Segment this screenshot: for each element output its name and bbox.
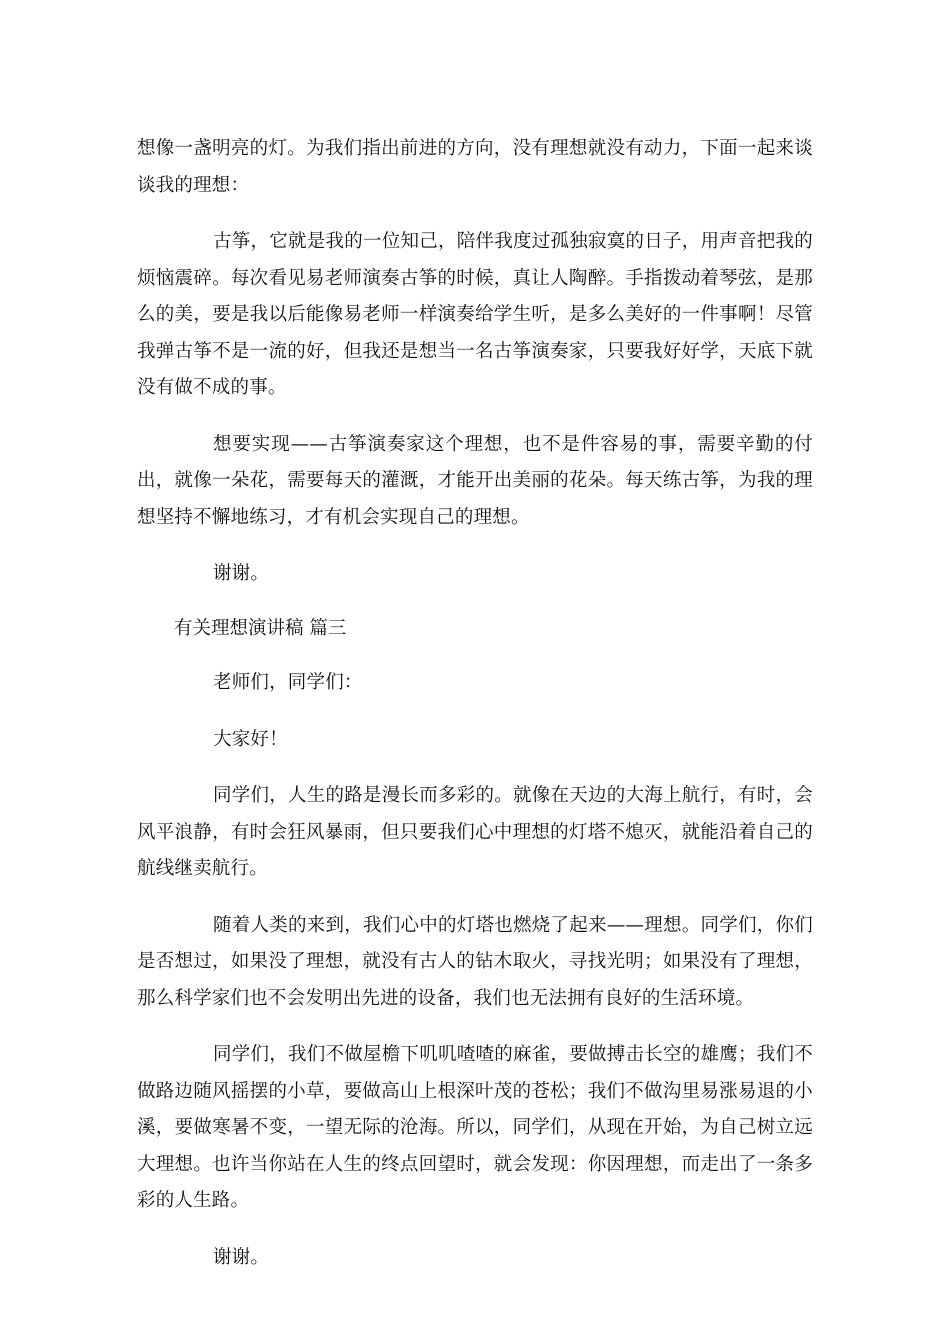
paragraph-thanks-1: 谢谢。: [213, 563, 270, 584]
paragraph-guzheng: 古筝，它就是我的一位知己，陪伴我度过孤独寂寞的日子，用声音把我的烦恼震碎。每次看见易老师演奏古筝的时候，真让人陶醉。手指拨动着琴弦，是那么的美，要是我以后能像易老师一样演奏给学生听，是多么美好的一件事啊！尽管我弹古筝不是一流的好，但我还是想当一名古筝演奏家，只要我好好学，天底下就没有做不成的事。: [137, 231, 813, 398]
paragraph-lighthouse: 随着人类的来到，我们心中的灯塔也燃烧了起来——理想。同学们，你们是否想过，如果没了理想，就没有古人的钻木取火，寻找光明；如果没有了理想，那么科学家们也不会发明出先进的设备，我们也无法拥有良好的生活环境。: [137, 914, 813, 1009]
section-heading: 有关理想演讲稿 篇三: [174, 617, 347, 639]
paragraph-eagle: 同学们，我们不做屋檐下叽叽喳喳的麻雀，要做搏击长空的雄鹰；我们不做路边随风摇摆的小草，要做高山上根深叶茂的苍松；我们不做沟里易涨易退的小溪，要做寒暑不变，一望无际的沧海。所以，同学们，从现在开始，为自己树立远大理想。也许当你站在人生的终点回望时，就会发现：你因理想，而走出了一条多彩的人生路。: [137, 1044, 813, 1211]
document-page: [137, 131, 813, 1276]
paragraph-greeting: 大家好！: [213, 728, 288, 750]
paragraph-realize: 想要实现——古筝演奏家这个理想，也不是件容易的事，需要辛勤的付出，就像一朵花，需要每天的灌溉，才能开出美丽的花朵。每天练古筝，为我的理想坚持不懈地练习，才有机会实现自己的理想。: [137, 433, 813, 528]
paragraph-thanks-2: 谢谢。: [213, 1246, 270, 1268]
paragraph-salutation: 老师们，同学们：: [213, 672, 363, 693]
paragraph-life-road: 同学们，人生的路是漫长而多彩的。就像在天边的大海上航行，有时，会风平浪静，有时会狂风暴雨，但只要我们心中理想的灯塔不熄灭，就能沿着自己的航线继卖航行。: [137, 785, 813, 879]
paragraph-intro: 想像一盏明亮的灯。为我们指出前进的方向，没有理想就没有动力，下面一起来谈谈我的理想：: [137, 138, 813, 196]
